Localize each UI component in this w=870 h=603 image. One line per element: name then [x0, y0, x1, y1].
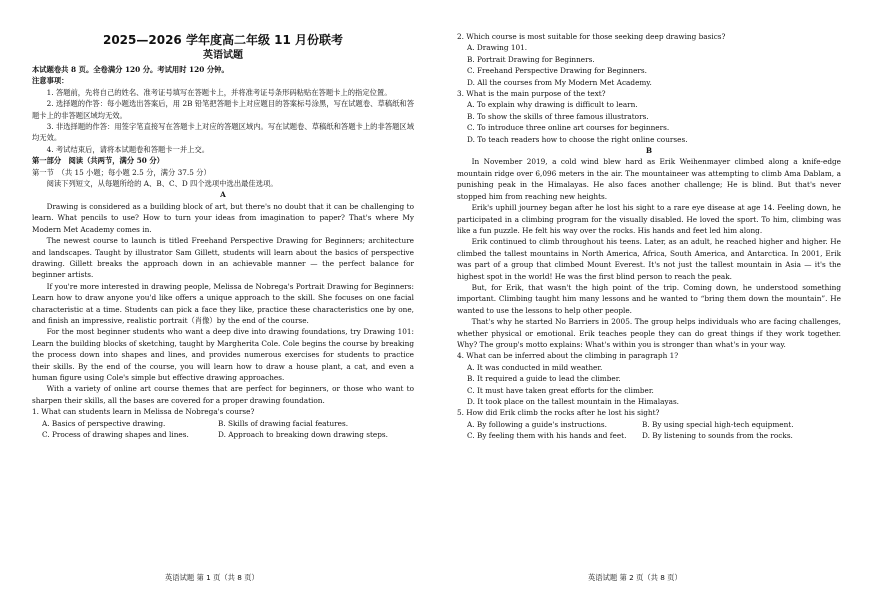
page-footer-left: 英语试题 第 1 页（共 8 页）: [165, 573, 259, 582]
question-3-option-c[interactable]: C. To introduce three online art courses for beginners.: [467, 123, 670, 133]
note-item: 2. 选择题的作答：每小题选出答案后，用 2B 铅笔把答题卡上对应题目的答案标号涂黑，写在试题卷、草稿纸和答题卡上的非答题区域均无效。: [32, 99, 414, 120]
question-3-option-b[interactable]: B. To show the skills of three famous illustrators.: [467, 111, 649, 121]
question-2-option-d[interactable]: D. All the courses from My Modern Met Academy.: [467, 77, 652, 87]
question-1-option-b[interactable]: B. Skills of drawing facial features.: [218, 418, 349, 428]
exam-title: 2025—2026 学年度高二年级 11 月份联考: [102, 33, 344, 47]
question-3-option-d[interactable]: D. To teach readers how to choose the right online courses.: [467, 134, 688, 144]
note-item: 1. 答题前，先将自己的姓名、准考证号填写在答题卡上，并将准考证号条形码粘贴在答题卡上的指定位置。: [46, 87, 392, 97]
question-5-option-d[interactable]: D. By listening to sounds from the rocks.: [642, 431, 793, 441]
question-1-options-row-2: [32, 429, 414, 440]
passage-a-paragraph: The newest course to launch is titled Freehand Perspective Drawing for Beginners; architecture and landscapes. Taught by illustrator Sam Gillett, students will learn about the basics of perspective drawing. Gillett breaks the approach down in an achievable manner — the perfect balance for beginner artists.: [32, 236, 414, 280]
question-1-option-d[interactable]: D. Approach to breaking down drawing steps.: [218, 430, 388, 439]
question-4-option-d[interactable]: D. It took place on the tallest mountain in the Himalayas.: [467, 397, 680, 406]
passage-a-paragraph: If you're more interested in drawing people, Melissa de Nobrega's Portrait Drawing for Beginners: Learn how to draw anyone you'd like offers a unique approach to the skill. She focuses on one facial characteristic at a time. Students can pick a face they like, practice these characteristics one by one, and finish an impressive, realistic portrait（肖像）by the end of the course.: [32, 281, 414, 325]
question-4-option-a[interactable]: A. It was conducted in mild weather.: [467, 362, 603, 372]
question-2-option-c[interactable]: C. Freehand Perspective Drawing for Beginners.: [467, 66, 647, 76]
passage-b-paragraph: Erik's uphill journey began after he lost his sight to a rare eye disease at age 14. Feeling down, he participated in a climbing program for the visually disabled. He loved the sport. To him, climbing was like a fun puzzle. He felt his way over the rocks. His hands and feet led him along.: [457, 203, 841, 235]
question-2-option-b[interactable]: B. Portrait Drawing for Beginners.: [467, 54, 595, 64]
question-1-option-c[interactable]: C. Process of drawing shapes and lines.: [42, 430, 189, 439]
passage-a-paragraph: With a variety of online art course themes that are perfect for beginners, or those who want to sharpen their skills, all the bases are covered for a proper drawing foundation.: [32, 384, 414, 405]
passage-a-paragraph: For the most beginner students who want a deep dive into drawing foundations, try Drawing 101: Learn the building blocks of sketching, taught by Margherita Cole. Cole begins the course by breaking the process down into shapes and lines, and provides numerous exercises for students to practice their skills. By the end of the course, you will learn how to draw a house plant, a cat, and even a human figure using Cole's simple but effective drawing approaches.: [32, 327, 414, 382]
part-heading: 第一部分 阅读（共两节，满分 50 分）: [32, 156, 164, 166]
exam-info: 本试题卷共 8 页。全卷满分 120 分。考试用时 120 分钟。: [32, 65, 229, 74]
passage-b-paragraph: That's why he started No Barriers in 2005. The group helps individuals who are facing challenges, whether physical or emotional. Erik teaches people they can do great things if they work together. Why? The group's motto explains: What's within you is stronger than what's in your way.: [457, 317, 841, 349]
question-5-option-b[interactable]: B. By using special high-tech equipment.: [642, 419, 794, 429]
question-2-option-a[interactable]: A. Drawing 101.: [467, 43, 528, 53]
passage-b-letter: B: [645, 146, 653, 156]
passage-b-paragraph: In November 2019, a cold wind blew hard as Erik Weihenmayer climbed along a knife-edge mountain ridge over 6,096 meters in the air. The mountaineer was attempting to climb Ama Dablam, a punishing peak in the Himalayas. He also faces another challenge; He is blind. But that's never stopped him from reaching new heights.: [457, 157, 841, 201]
left-column: [32, 30, 414, 440]
note-item: 4. 考试结束后，请将本试题卷和答题卡一并上交。: [46, 144, 210, 154]
question-1-option-a[interactable]: A. Basics of perspective drawing.: [42, 418, 166, 428]
question-4-stem: 4. What can be inferred about the climbing in paragraph 1?: [457, 351, 679, 361]
subject-title: 英语试题: [203, 50, 243, 61]
page-footer-right: 英语试题 第 2 页（共 8 页）: [588, 573, 682, 582]
passage-b-paragraph: Erik continued to climb throughout his teens. Later, as an adult, he reached higher and higher. He climbed the tallest mountains in North America, Africa, South America, and Antarctica. In 2001, Erik was part of a group that climbed Mount Everest. It's not just the tallest mountain in Asia — it's the highest spot in the world! He was the first blind person to reach the peak.: [457, 237, 841, 281]
question-5-options-row-2: [457, 430, 841, 441]
section-heading: 第一节 （共 15 小题；每小题 2.5 分，满分 37.5 分）: [32, 167, 211, 177]
question-5-options-row-1: [457, 419, 841, 430]
question-1-stem: 1. What can students learn in Melissa de Nobrega's course?: [32, 407, 255, 417]
question-3-option-a[interactable]: A. To explain why drawing is difficult to learn.: [467, 100, 638, 110]
instruction: 阅读下列短文，从每题所给的 A、B、C、D 四个选项中选出最佳选项。: [46, 179, 278, 189]
note-item: 3. 非选择题的作答：用签字笔直接写在答题卡上对应的答题区域内。写在试题卷、草稿纸和答题卡上的非答题区域均无效。: [32, 122, 414, 143]
passage-b-paragraph: But, for Erik, that wasn't the high point of the trip. Coming down, he understood something important. Climbing taught him many lessons and he wanted to “bring them down the mountain”. He wanted to use the lessons to help other people.: [457, 282, 841, 315]
right-column: [457, 31, 841, 442]
notes-heading: 注意事项：: [32, 76, 69, 86]
passage-a-letter: A: [220, 190, 226, 200]
question-1-options-row-1: [32, 418, 414, 429]
question-4-option-c[interactable]: C. It must have taken great efforts for the climber.: [467, 385, 654, 395]
question-3-stem: 3. What is the main purpose of the text?: [457, 89, 606, 99]
question-5-stem: 5. How did Erik climb the rocks after he lost his sight?: [457, 408, 660, 418]
passage-a-paragraph: Drawing is considered as a building block of art, but there's no doubt that it can be challenging to learn. What pencils to use? How to turn your ideas from imagination to paper? That's where My Modern Met Academy comes in.: [32, 201, 414, 234]
question-4-option-b[interactable]: B. It required a guide to lead the climber.: [467, 374, 621, 384]
question-5-option-c[interactable]: C. By feeling them with his hands and feet.: [467, 431, 627, 441]
question-5-option-a[interactable]: A. By following a guide's instructions.: [467, 419, 607, 429]
question-2-stem: 2. Which course is most suitable for those seeking deep drawing basics?: [457, 32, 726, 41]
